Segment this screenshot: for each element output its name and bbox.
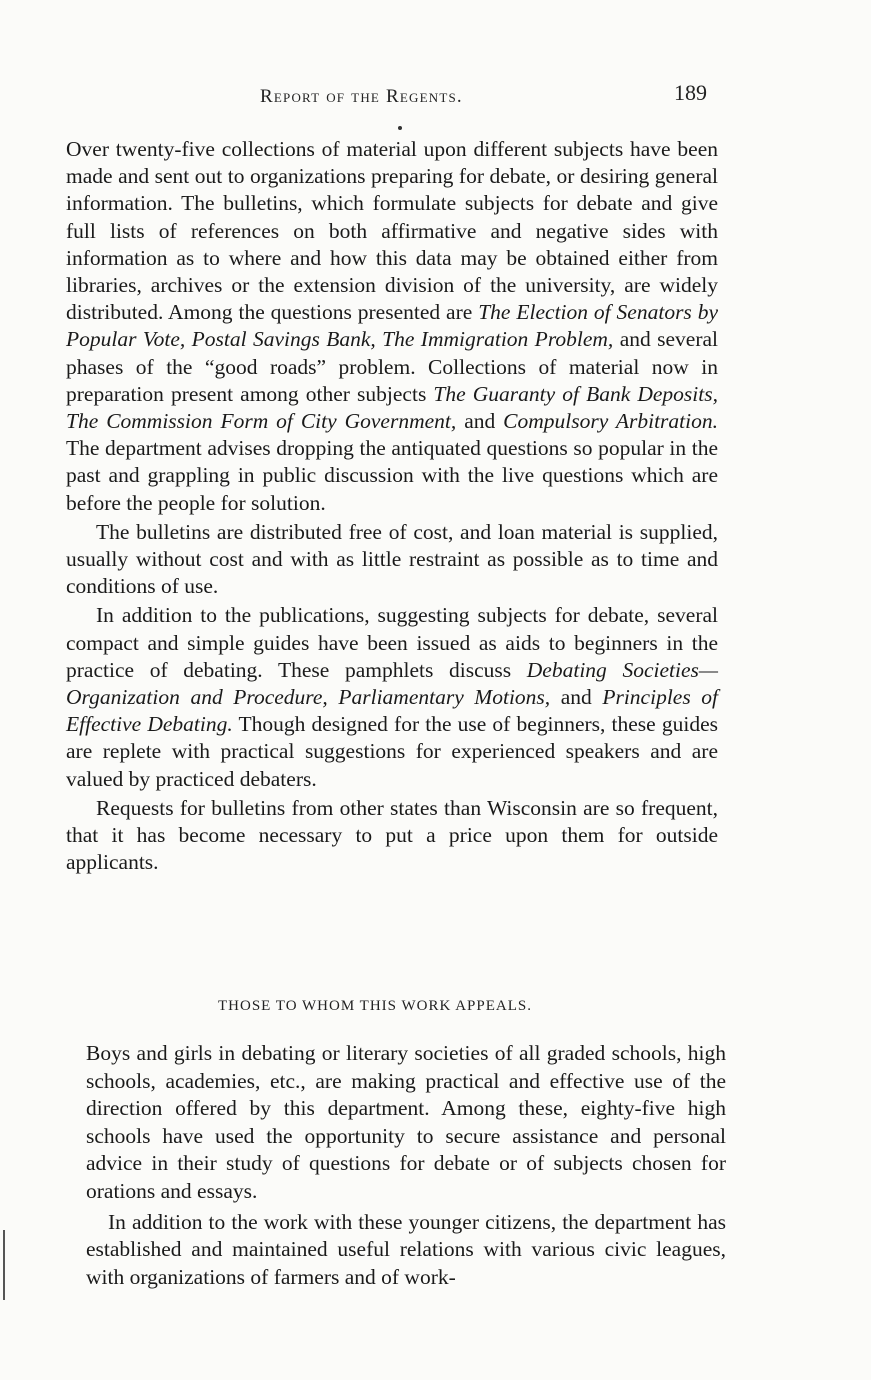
paragraph-civic: In addition to the work with these younger citizens, the department has established and maintained useful relations with various civic leagues, with organizations of farmers and of work- xyxy=(86,1209,726,1289)
paragraph-guides xyxy=(66,602,718,792)
text-run: and xyxy=(550,685,603,710)
section-heading: THOSE TO WHOM THIS WORK APPEALS. xyxy=(218,998,532,1014)
paragraph-distribution: The bulletins are distributed free of cost, and loan material is supplied, usually without cost and with as little restraint as possible as to time and conditions of use. xyxy=(66,519,718,599)
italic-titles: Principles of Effective Debating. xyxy=(66,685,718,737)
italic-titles: Compulsory Arbitration. xyxy=(503,409,718,434)
text-run: and xyxy=(456,409,504,434)
paragraph-collections xyxy=(66,136,718,517)
main-text xyxy=(66,136,718,878)
text-run: Though designed for the use of beginners, these guides are replete with practical suggestions for experienced speakers and are valued by practiced debaters. xyxy=(66,712,718,791)
section-text xyxy=(86,1040,726,1294)
italic-titles: Debating Societies—Organization and Procedure, Parliamentary Motions, xyxy=(66,657,718,710)
scan-speck xyxy=(398,126,402,130)
paragraph-students: Boys and girls in debating or literary societies of all graded schools, high schools, academies, etc., are making practical and effective use of the direction offered by this department. Among these, eighty-five high schools have used the opportunity to secure assistance and personal advice in their study of questions for debate or of subjects chosen for orations and essays. xyxy=(86,1041,726,1203)
text-run: The department advises dropping the antiquated questions so popular in the past and grappling in public discussion with the live questions which are before the people for solution. xyxy=(66,436,718,515)
running-head: Report of the Regents. xyxy=(260,86,463,107)
text-run: Over twenty-five collections of material upon different subjects have been made and sent out to organizations preparing for debate, or desiring general information. The bulletins, which formulate subjects for debate and give full lists of references on both affirmative and negative sides with information as to where and how this data may be obtained either from libraries, archives or the extension division of the university, are widely distributed. Among the questions presented are xyxy=(66,137,718,325)
italic-titles: The Election of Senators by Popular Vote, Postal Savings Bank, The Immigration Problem, xyxy=(66,300,719,352)
italic-titles: The Guaranty of Bank Deposits, The Commission Form of City Government, xyxy=(66,381,718,434)
text-run: and several phases of the “good roads” problem. Collections of material now in preparation present among other subjects xyxy=(66,327,719,406)
text-run: In addition to the publications, suggesting subjects for debate, several compact and simple guides have been issued as aids to beginners in the practice of debating. These pamphlets discuss xyxy=(66,603,718,682)
paragraph-requests: Requests for bulletins from other states than Wisconsin are so frequent, that it has become necessary to put a price upon them for outside applicants. xyxy=(66,795,718,875)
page-number: 189 xyxy=(674,80,707,105)
binding-edge-mark xyxy=(3,1230,5,1300)
